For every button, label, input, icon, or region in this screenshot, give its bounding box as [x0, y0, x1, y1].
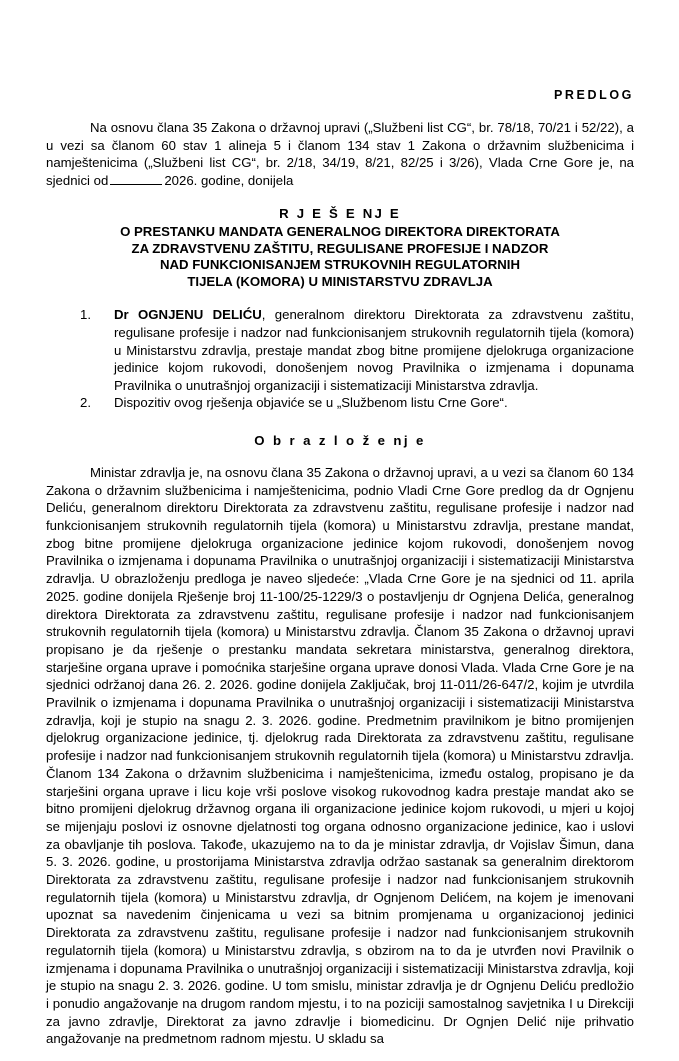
decision-subject-line-2: ZA ZDRAVSTVENU ZAŠTITU, REGULISANE PROFESIJE I NADZOR	[131, 240, 549, 256]
dispositive-item-2	[70, 394, 634, 412]
date-blank-fill-in[interactable]	[110, 174, 162, 185]
document-content	[46, 0, 634, 1061]
dispositive-item-1-bold-lead: Dr OGNJENU DELIĆU	[114, 307, 262, 323]
legal-basis-paragraph	[46, 119, 634, 189]
legal-basis-text-after-blank: 2026. godine, donijela	[164, 172, 294, 188]
decision-subject-line-4: TIJELA (KOMORA) U MINISTARSTVU ZDRAVLJA	[187, 273, 493, 289]
document-proposal-label: PREDLOG	[553, 88, 634, 102]
dispositive-list	[46, 306, 634, 412]
decision-type-heading: R J E Š E NJ E	[279, 206, 401, 222]
decision-subject-line-3: NAD FUNKCIONISANJEM STRUKOVNIH REGULATORNIH	[160, 257, 520, 273]
dispositive-item-1	[70, 306, 634, 394]
legal-basis-text-before-blank: Na osnovu člana 35 Zakona o državnoj upravi („Službeni list CG“, br. 78/18, 70/21 i 52/22), a u vezi sa članom 60 stav 1 alineja 5 i članom 134 stav 1 Zakona o državnim službenicima i namještenicima („Službeni list CG“, br. 2/18, 34/19, 8/21, 82/25 i 3/26), Vlada Crne Gore je, na sjednici od	[46, 120, 634, 188]
decision-title-block	[46, 206, 634, 290]
decision-subject-line-1: O PRESTANKU MANDATA GENERALNOG DIREKTORA DIREKTORATA	[120, 223, 560, 239]
reasoning-heading: O b r a z l o ž e nj e	[254, 432, 426, 448]
reasoning-paragraph: Ministar zdravlja je, na osnovu člana 35 Zakona o državnoj upravi, a u vezi sa članom 60 134 Zakona o državnim službenicima i namještenicima, podnio Vladi Crne Gore predlog da dr Ognjenu Deliću, generalnom direktoru Direktorata za zdravstvenu zaštitu, regulisane profesije i nadzor nad funkcionisanjem strukovnih regulatornih tijela (komora) u Ministarstvu zdravlja, prestane mandat, zbog bitne promijene djelokruga organizacione jedinice kojom rukovodi, donošenjem novog Pravilnika o izmjenama i dopunama Pravilnika o unutrašnjoj organizaciji i sistematizaciji Ministarstva zdravlja. U obrazloženju predloga je naveo sljedeće: „Vlada Crne Gore je na sjednici od 11. aprila 2025. godine donijela Rješenje broj 11-100/25-1229/3 o postavljenju dr Ognjena Delića, generalnog direktora Direktorata za zdravstvenu zaštitu, regulisane profesije i nadzor nad funkcionisanjem strukovnih regulatornih tijela (komora) u Ministarstvu zdravlja. Članom 35 Zakona o državnoj upravi propisano je da rješenje o prestanku mandata sekretara ministarstva, generalnog direktora, starješine organa uprave i pomoćnika starješine organa uprave donosi Vlada. Vlada Crne Gore je na sjednici održanoj dana 26. 2. 2026. godine donijela Zaključak, broj 11-011/26-647/2, kojim je utvrdila Pravilnik o izmjenama i dopunama Pravilnika o unutrašnjoj organizaciji i sistematizaciji Ministarstva zdravlja, koji je stupio na snagu 2. 3. 2026. godine. Predmetnim pravilnikom je bitno promijenjen djelokrug organizacione jedinice, tj. djelokrug rada Direktorata za zdravstvenu zaštitu, regulisane profesije i nadzor nad funkcionisanjem strukovnih regulatornih tijela (komora) u Ministarstvu zdravlja. Članom 134 Zakona o državnim službenicima i namještenicima, između ostalog, propisano je da starješini organa uprave i licu koje vrši poslove visokog rukovodnog kadra prestaje mandat ako se bitno promijeni djelokrug državnog organa ili organizacione jedinice kojom rukovodi, u mjeri u kojoj se mijenjaju poslovi iz osnovne djelatnosti tog organa odnosno organizacione jedinice, kao i uslovi za obavljanje tih poslova. Takođe, ukazujemo na to da je ministar zdravlja, dr Vojislav Šimun, dana 5. 3. 2026. godine, u prostorijama Ministarstva zdravlja održao sastanak sa generalnim direktorom Direktorata za zdravstvenu zaštitu, regulisane profesije i nadzor nad funkcionisanjem strukovnih regulatornih tijela (komora) u Ministarstvu zdravlja, dr Ognjenom Delićem, na kojem je imenovani upoznat sa navedenim činjenicama u vezi sa bitnim promjenama u organizacionoj jedinici Direktorata za zdravstvenu zaštitu, regulisane profesije i nadzor nad funkcionisanjem strukovnih regulatornih tijela (komora) u Ministarstvu zdravlja, s obzirom na to da je utvrđen novi Pravilnik o izmjenama i dopunama Pravilnika o unutrašnjoj organizaciji i sistematizaciji Ministarstva zdravlja, koji je stupio na snagu 2. 3. 2026. godine. U tom smislu, ministar zdravlja je dr Ognjenu Deliću predložio i ponudio angažovanje na drugom random mjestu, i to na poziciji samostalnog savjetnika I u Direkciji za javno zdravlje, Direktorat za javno zdravlje i biomedicinu. Dr Ognjen Delić nije prihvatio angažovanje na predmetnom radnom mjestu. U skladu sa	[46, 464, 634, 1047]
dispositive-item-2-text: Dispozitiv ovog rješenja objaviće se u „Službenom listu Crne Gore“.	[114, 395, 508, 411]
dispositive-item-1-text: , generalnom direktoru Direktorata za zdravstvenu zaštitu, regulisane profesije i nadzor nad funkcionisanjem strukovnih regulatornih tijela (komora) u Ministarstvu zdravlja, prestaje mandat zbog bitne promijene djelokruga organizacione jedinice kojom rukovodi, donošenjem novog Pravilnika o izmjenama i dopunama Pravilnika o unutrašnjoj organizaciji i sistematizaciji Ministarstva zdravlja.	[114, 307, 635, 393]
